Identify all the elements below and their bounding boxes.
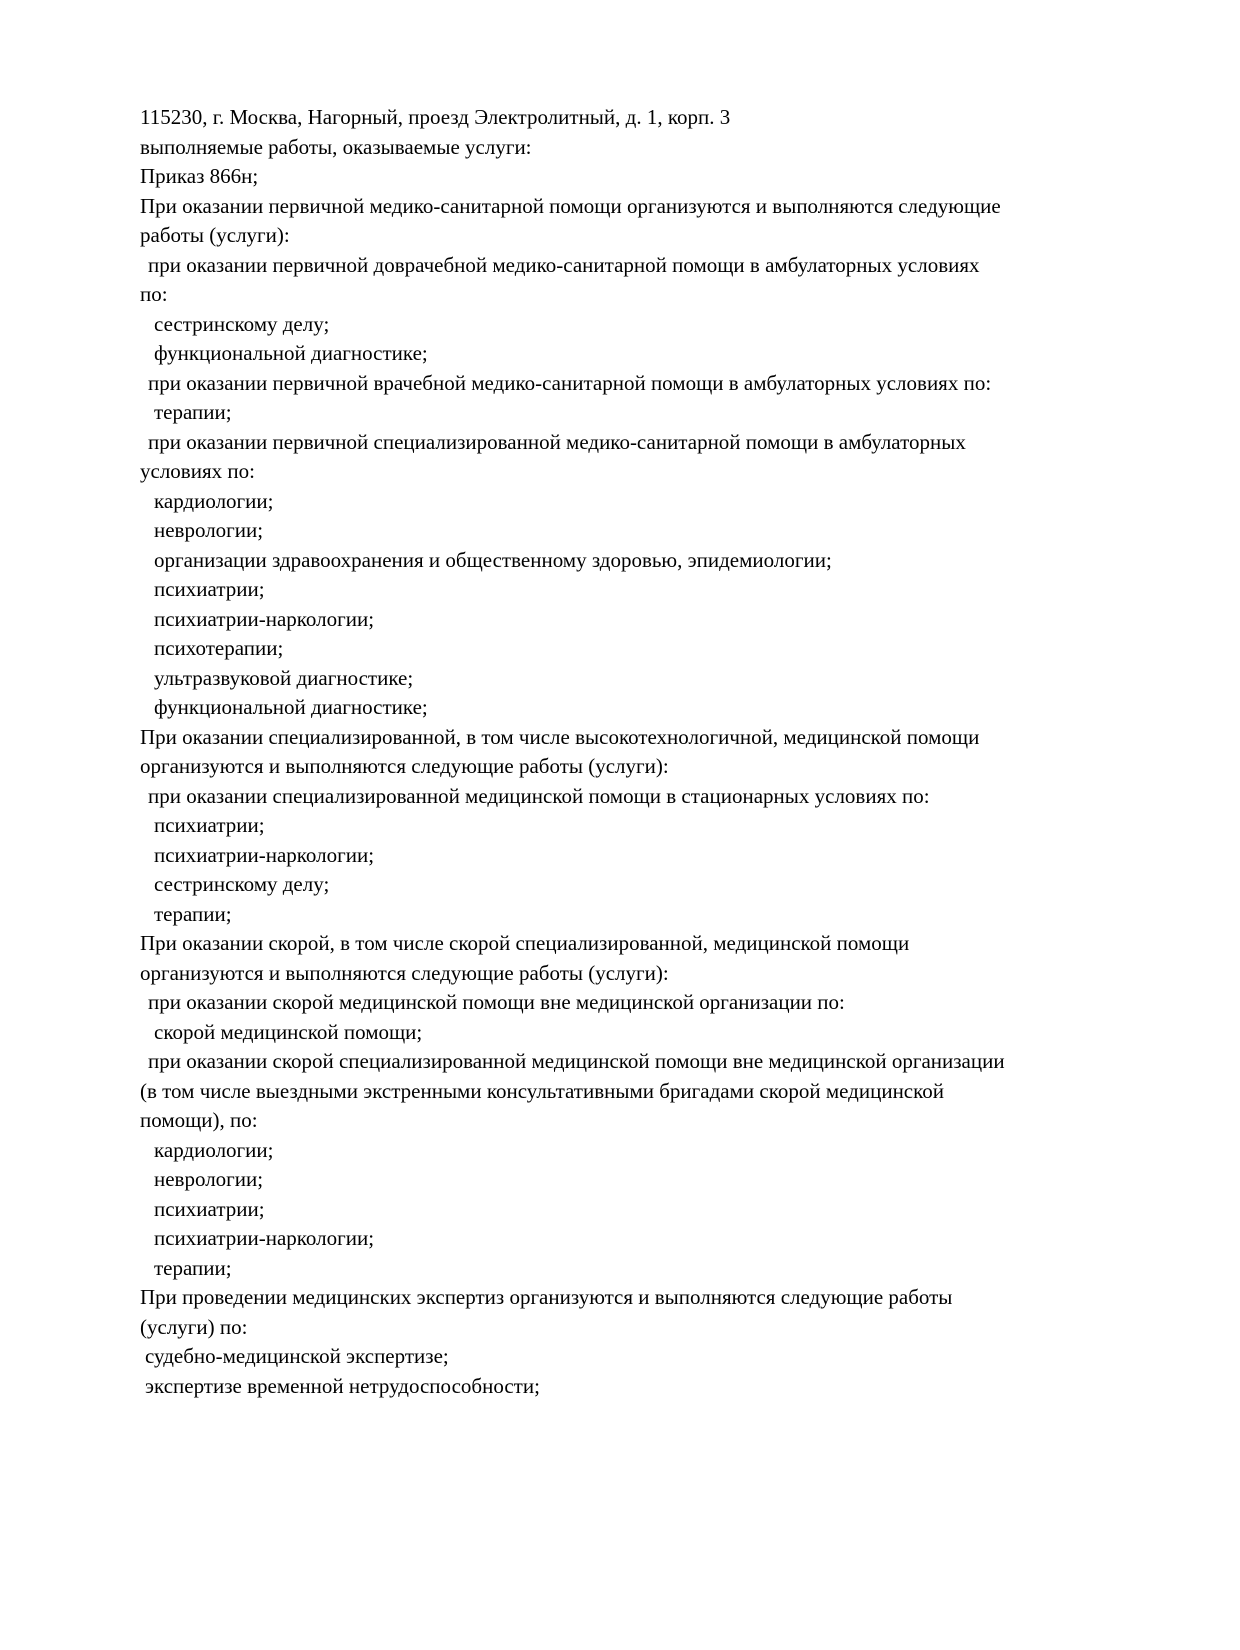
text-line: психотерапии; [154, 636, 284, 660]
text-line: при оказании специализированной медицинской помощи в стационарных условиях по: [148, 783, 930, 808]
text-line: при оказании первичной доврачебной медико-санитарной помощи в амбулаторных условиях [148, 252, 980, 277]
text-line: при оказании первичной врачебной медико-санитарной помощи в амбулаторных условиях по: [148, 370, 992, 395]
text-line: при оказании скорой медицинской помощи вне медицинской организации по: [148, 990, 845, 1014]
text-line: (услуги) по: [140, 1314, 248, 1339]
text-line: организации здравоохранения и общественному здоровью, эпидемиологии; [154, 547, 832, 572]
text-line: При оказании скорой, в том числе скорой специализированной, медицинской помощи [140, 931, 910, 955]
text-line: работы (услуги): [140, 223, 290, 247]
text-line: выполняемые работы, оказываемые услуги: [140, 134, 532, 159]
text-line: сестринскому делу; [154, 872, 330, 896]
text-line: При оказании специализированной, в том числе высокотехнологичной, медицинской помощи [140, 724, 980, 749]
text-line: кардиологии; [154, 488, 274, 513]
text-line: при оказании скорой специализированной медицинской помощи вне медицинской организации [148, 1049, 1005, 1073]
text-line: 115230, г. Москва, Нагорный, проезд Электролитный, д. 1, корп. 3 [140, 105, 731, 129]
text-line: психиатрии-наркологии; [154, 606, 375, 631]
text-line: (в том числе выездными экстренными консультативными бригадами скорой медицинской [140, 1078, 944, 1103]
text-line: неврологии; [154, 1167, 264, 1191]
text-line: условиях по: [140, 459, 255, 483]
text-line: сестринскому делу; [154, 311, 330, 336]
document-text-block [140, 103, 1200, 1401]
text-line: психиатрии-наркологии; [154, 842, 375, 867]
text-line: терапии; [154, 400, 232, 424]
text-line: психиатрии; [154, 813, 265, 837]
text-line: терапии; [154, 901, 232, 926]
text-line: по: [140, 282, 168, 306]
text-line: психиатрии-наркологии; [154, 1226, 375, 1250]
text-line: психиатрии; [154, 577, 265, 601]
text-line: судебно-медицинской экспертизе; [145, 1344, 449, 1368]
text-line: кардиологии; [154, 1137, 274, 1162]
text-line: организуются и выполняются следующие работы (услуги): [140, 960, 669, 985]
text-line: При оказании первичной медико-санитарной помощи организуются и выполняются следующие [140, 193, 1001, 218]
text-line: психиатрии; [154, 1196, 265, 1221]
text-line: организуются и выполняются следующие работы (услуги): [140, 754, 669, 778]
text-line: При проведении медицинских экспертиз организуются и выполняются следующие работы [140, 1285, 953, 1309]
text-line: функциональной диагностике; [154, 695, 428, 719]
text-line: терапии; [154, 1255, 232, 1280]
text-line: неврологии; [154, 518, 264, 542]
text-line: экспертизе временной нетрудоспособности; [145, 1373, 540, 1398]
text-line: ультразвуковой диагностике; [154, 665, 414, 690]
text-line: скорой медицинской помощи; [154, 1019, 423, 1044]
text-line: помощи), по: [140, 1108, 258, 1132]
text-line: при оказании первичной специализированной медико-санитарной помощи в амбулаторных [148, 429, 966, 454]
text-line: Приказ 866н; [140, 164, 259, 188]
text-line: функциональной диагностике; [154, 341, 428, 365]
